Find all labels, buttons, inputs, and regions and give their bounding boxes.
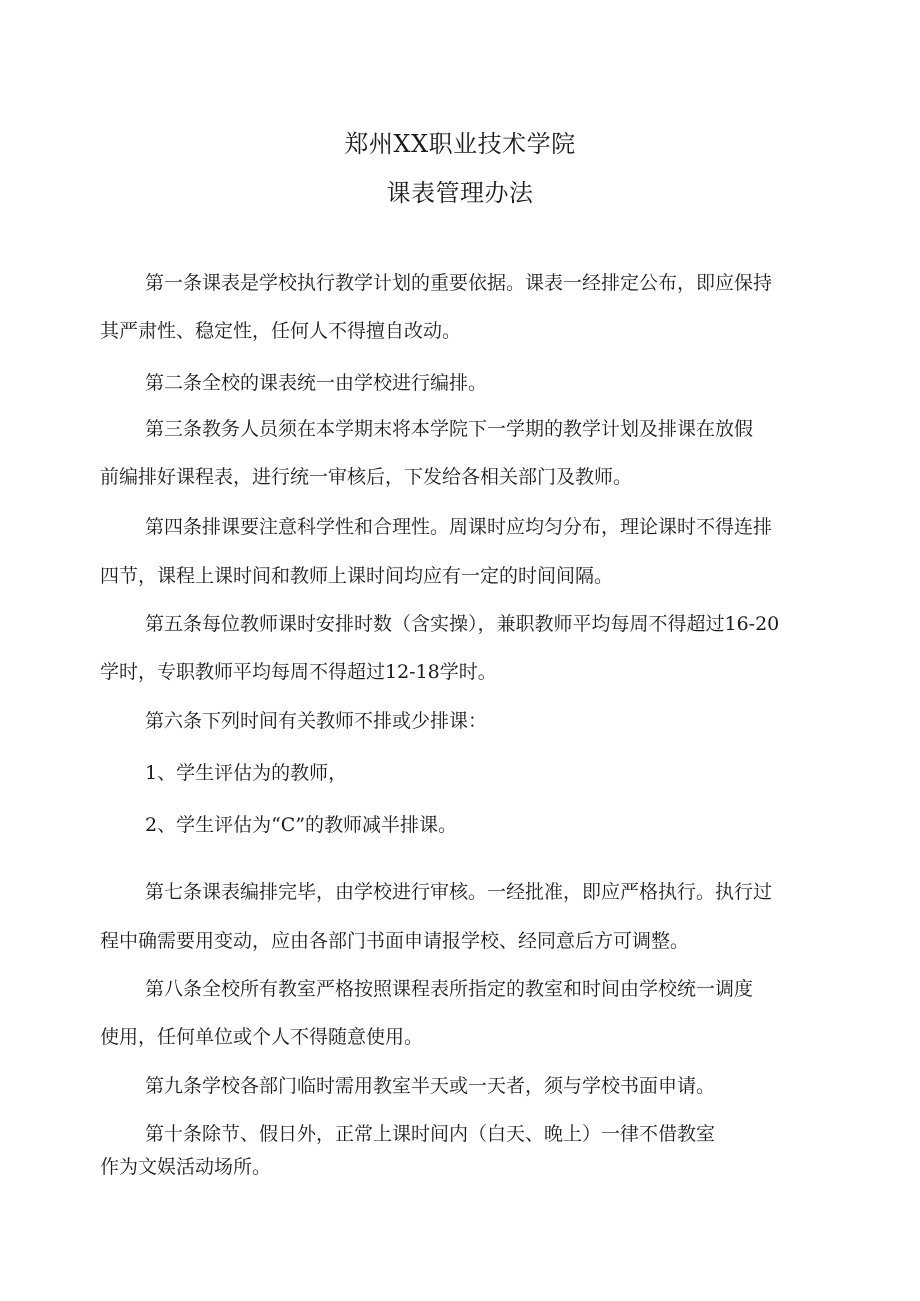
document-subtitle: 课表管理办法 bbox=[386, 179, 534, 207]
article-10-line-2: 作为文娱活动场所。 bbox=[100, 1156, 272, 1178]
article-3-line-2: 前编排好课程表，进行统一审核后，下发给各相关部门及教师。 bbox=[100, 466, 633, 488]
article-4-line-2: 四节，课程上课时间和教师上课时间均应有一定的时间间隔。 bbox=[100, 565, 614, 587]
list-item-1: 1、学生评估为的教师， bbox=[145, 762, 348, 784]
article-4-line-1: 第四条排课要注意科学性和合理性。周课时应均匀分布，理论课时不得连排 bbox=[145, 516, 773, 538]
article-8-line-2: 使用，任何单位或个人不得随意使用。 bbox=[100, 1026, 424, 1048]
article-8-line-1: 第八条全校所有教室严格按照课程表所指定的教室和时间由学校统一调度 bbox=[145, 978, 754, 1000]
article-1-line-2: 其严肃性、稳定性，任何人不得擅自改动。 bbox=[100, 320, 462, 342]
article-3-line-1: 第三条教务人员须在本学期末将本学院下一学期的教学计划及排课在放假 bbox=[145, 418, 754, 440]
article-9-line-1: 第九条学校各部门临时需用教室半天或一天者，须与学校书面申请。 bbox=[145, 1075, 716, 1097]
article-2-line-1: 第二条全校的课表统一由学校进行编排。 bbox=[145, 372, 488, 394]
article-7-line-2: 程中确需要用变动，应由各部门书面申请报学校、经同意后方可调整。 bbox=[100, 930, 690, 952]
document-title: 郑州XX职业技术学院 bbox=[344, 130, 576, 158]
article-7-line-1: 第七条课表编排完毕，由学校进行审核。一经批准，即应严格执行。执行过 bbox=[145, 881, 773, 903]
list-item-2: 2、学生评估为“C”的教师减半排课。 bbox=[145, 814, 458, 836]
article-5-line-1: 第五条每位教师课时安排时数（含实操），兼职教师平均每周不得超过16-20 bbox=[145, 613, 780, 635]
article-1-line-1: 第一条课表是学校执行教学计划的重要依据。课表一经排定公布，即应保持 bbox=[145, 272, 773, 294]
article-5-line-2: 学时，专职教师平均每周不得超过12-18学时。 bbox=[100, 661, 497, 683]
article-10-line-1: 第十条除节、假日外，正常上课时间内（白天、晚上）一律不借教室 bbox=[145, 1123, 716, 1145]
article-6-line-1: 第六条下列时间有关教师不排或少排课： bbox=[145, 710, 488, 732]
